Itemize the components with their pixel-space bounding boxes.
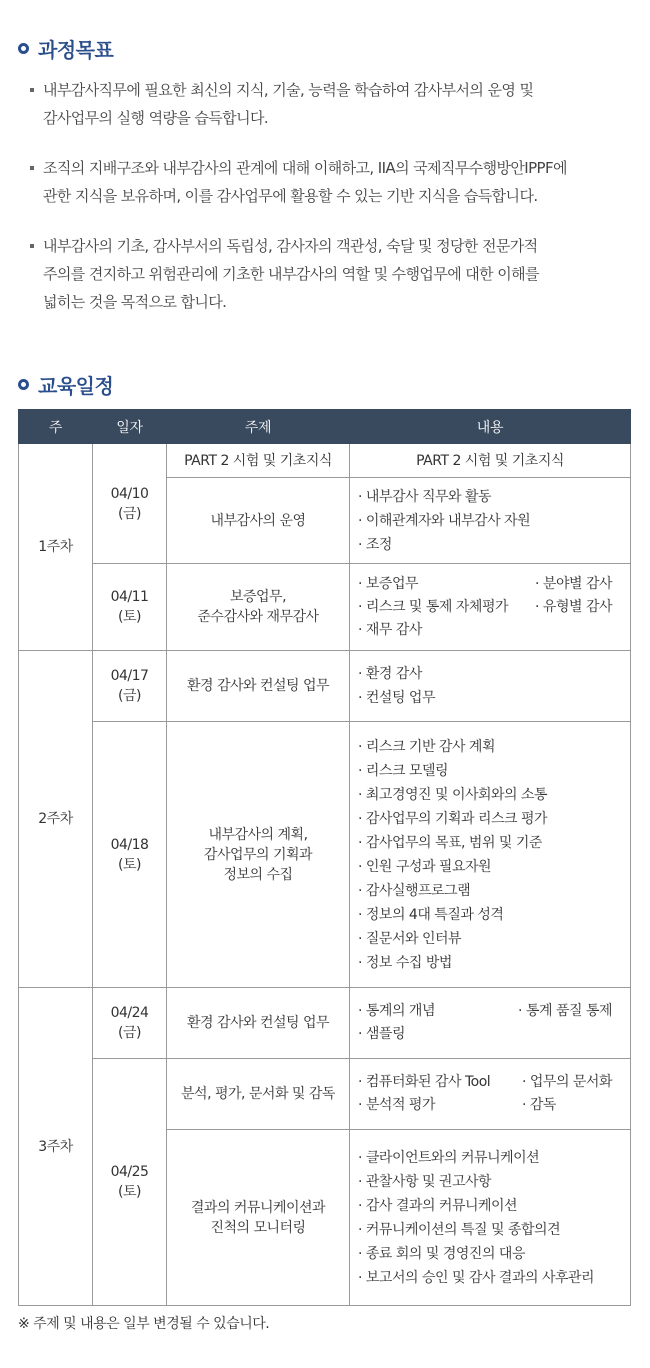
table-row bbox=[19, 651, 631, 722]
list-item: · 리스크 모델링 bbox=[358, 759, 630, 783]
change-notice: ※ 주제 및 내용은 일부 변경될 수 있습니다. bbox=[18, 1316, 270, 1332]
list-item: · 이해관계자와 내부감사 자원 bbox=[358, 509, 630, 533]
content-cell bbox=[350, 1130, 631, 1306]
content-cell: PART 2 시험 및 기초지식 bbox=[350, 444, 631, 478]
schedule-table bbox=[18, 409, 631, 1306]
list-item: · 정보의 4대 특질과 성격 bbox=[358, 903, 630, 927]
date-cell: 04/24 (금) bbox=[93, 988, 167, 1059]
list-item: · 분야별 감사 bbox=[535, 573, 612, 596]
circle-bullet-icon bbox=[18, 43, 29, 54]
goals-title: 과정목표 bbox=[38, 38, 114, 62]
date-cell: 04/10 (금) bbox=[93, 444, 167, 564]
schedule-heading bbox=[18, 370, 113, 399]
list-item: · 정보 수집 방법 bbox=[358, 951, 630, 975]
list-item: · 질문서와 인터뷰 bbox=[358, 927, 630, 951]
list-item: · 감독 bbox=[522, 1094, 612, 1117]
square-bullet-icon bbox=[30, 88, 34, 92]
content-cell bbox=[350, 651, 631, 722]
list-item: · 컨설팅 업무 bbox=[358, 686, 630, 710]
topic-cell: 내부감사의 계획, 감사업무의 기획과 정보의 수집 bbox=[167, 722, 350, 988]
table-row bbox=[19, 1059, 631, 1130]
goal-item: 조직의 지배구조와 내부감사의 관계에 대해 이해하고, IIA의 국제직무수행방안IPPF에 관한 지식을 보유하며, 이를 감사업무에 활용할 수 있는 기반 지식을 습득합니다. bbox=[30, 154, 630, 210]
list-item: · 리스크 기반 감사 계획 bbox=[358, 735, 630, 759]
list-item: · 종료 회의 및 경영진의 대응 bbox=[358, 1242, 630, 1266]
goals-list bbox=[30, 76, 630, 338]
date-cell: 04/17 (금) bbox=[93, 651, 167, 722]
list-item: · 감사업무의 기획과 리스크 평가 bbox=[358, 807, 630, 831]
topic-cell: 결과의 커뮤니케이션과 진척의 모니터링 bbox=[167, 1130, 350, 1306]
list-item: · 보증업무 bbox=[358, 573, 529, 596]
header-content: 내용 bbox=[350, 410, 631, 444]
table-row bbox=[19, 564, 631, 651]
list-item: · 업무의 문서화 bbox=[522, 1071, 612, 1094]
header-topic: 주제 bbox=[167, 410, 350, 444]
list-item: · 최고경영진 및 이사회와의 소통 bbox=[358, 783, 630, 807]
goal-item: 내부감사직무에 필요한 최신의 지식, 기술, 능력을 학습하여 감사부서의 운영 및 감사업무의 실행 역량을 습득합니다. bbox=[30, 76, 630, 132]
list-item: · 관찰사항 및 권고사항 bbox=[358, 1170, 630, 1194]
topic-cell: 환경 감사와 컨설팅 업무 bbox=[167, 988, 350, 1059]
content-cell bbox=[350, 988, 631, 1059]
list-item: · 유형별 감사 bbox=[535, 596, 612, 619]
list-item: · 보고서의 승인 및 감사 결과의 사후관리 bbox=[358, 1266, 630, 1290]
list-item: · 분석적 평가 bbox=[358, 1094, 516, 1117]
square-bullet-icon bbox=[30, 244, 34, 248]
goals-heading bbox=[18, 34, 113, 63]
topic-cell: 내부감사의 운영 bbox=[167, 478, 350, 564]
content-cell bbox=[350, 722, 631, 988]
week-cell: 1주차 bbox=[19, 444, 93, 651]
topic-cell: 분석, 평가, 문서화 및 감독 bbox=[167, 1059, 350, 1130]
table-row bbox=[19, 444, 631, 478]
topic-cell: PART 2 시험 및 기초지식 bbox=[167, 444, 350, 478]
list-item: · 리스크 및 통제 자체평가 bbox=[358, 596, 529, 619]
list-item: · 환경 감사 bbox=[358, 662, 630, 686]
list-item: · 감사업무의 목표, 범위 및 기준 bbox=[358, 831, 630, 855]
goal-item: 내부감사의 기초, 감사부서의 독립성, 감사자의 객관성, 숙달 및 정당한 전문가적 주의를 견지하고 위험관리에 기초한 내부감사의 역할 및 수행업무에 대한 이해를 넓히는 것을 목적으로 합니다. bbox=[30, 232, 630, 316]
date-cell: 04/18 (토) bbox=[93, 722, 167, 988]
list-item: · 커뮤니케이션의 특질 및 종합의견 bbox=[358, 1218, 630, 1242]
content-cell bbox=[350, 1059, 631, 1130]
content-cell bbox=[350, 478, 631, 564]
date-cell: 04/25 (토) bbox=[93, 1059, 167, 1306]
week-cell: 2주차 bbox=[19, 651, 93, 988]
content-cell bbox=[350, 564, 631, 651]
list-item: · 재무 감사 bbox=[358, 619, 529, 642]
topic-cell: 보증업무, 준수감사와 재무감사 bbox=[167, 564, 350, 651]
list-item: · 내부감사 직무와 활동 bbox=[358, 485, 630, 509]
list-item: · 감사 결과의 커뮤니케이션 bbox=[358, 1194, 630, 1218]
week-cell: 3주차 bbox=[19, 988, 93, 1306]
header-week: 주 bbox=[19, 410, 93, 444]
circle-bullet-icon bbox=[18, 379, 29, 390]
table-row bbox=[19, 988, 631, 1059]
schedule-title: 교육일정 bbox=[38, 374, 114, 398]
square-bullet-icon bbox=[30, 166, 34, 170]
table-header-row bbox=[19, 410, 631, 444]
list-item: · 샘플링 bbox=[358, 1023, 512, 1046]
table-row bbox=[19, 722, 631, 988]
list-item: · 통계의 개념 bbox=[358, 1000, 512, 1023]
list-item: · 조정 bbox=[358, 533, 630, 557]
topic-cell: 환경 감사와 컨설팅 업무 bbox=[167, 651, 350, 722]
list-item: · 컴퓨터화된 감사 Tool bbox=[358, 1071, 516, 1094]
date-cell: 04/11 (토) bbox=[93, 564, 167, 651]
list-item: · 감사실행프로그램 bbox=[358, 879, 630, 903]
list-item: · 통계 품질 통제 bbox=[518, 1000, 612, 1023]
header-date: 일자 bbox=[93, 410, 167, 444]
list-item: · 클라이언트와의 커뮤니케이션 bbox=[358, 1146, 630, 1170]
list-item: · 인원 구성과 필요자원 bbox=[358, 855, 630, 879]
